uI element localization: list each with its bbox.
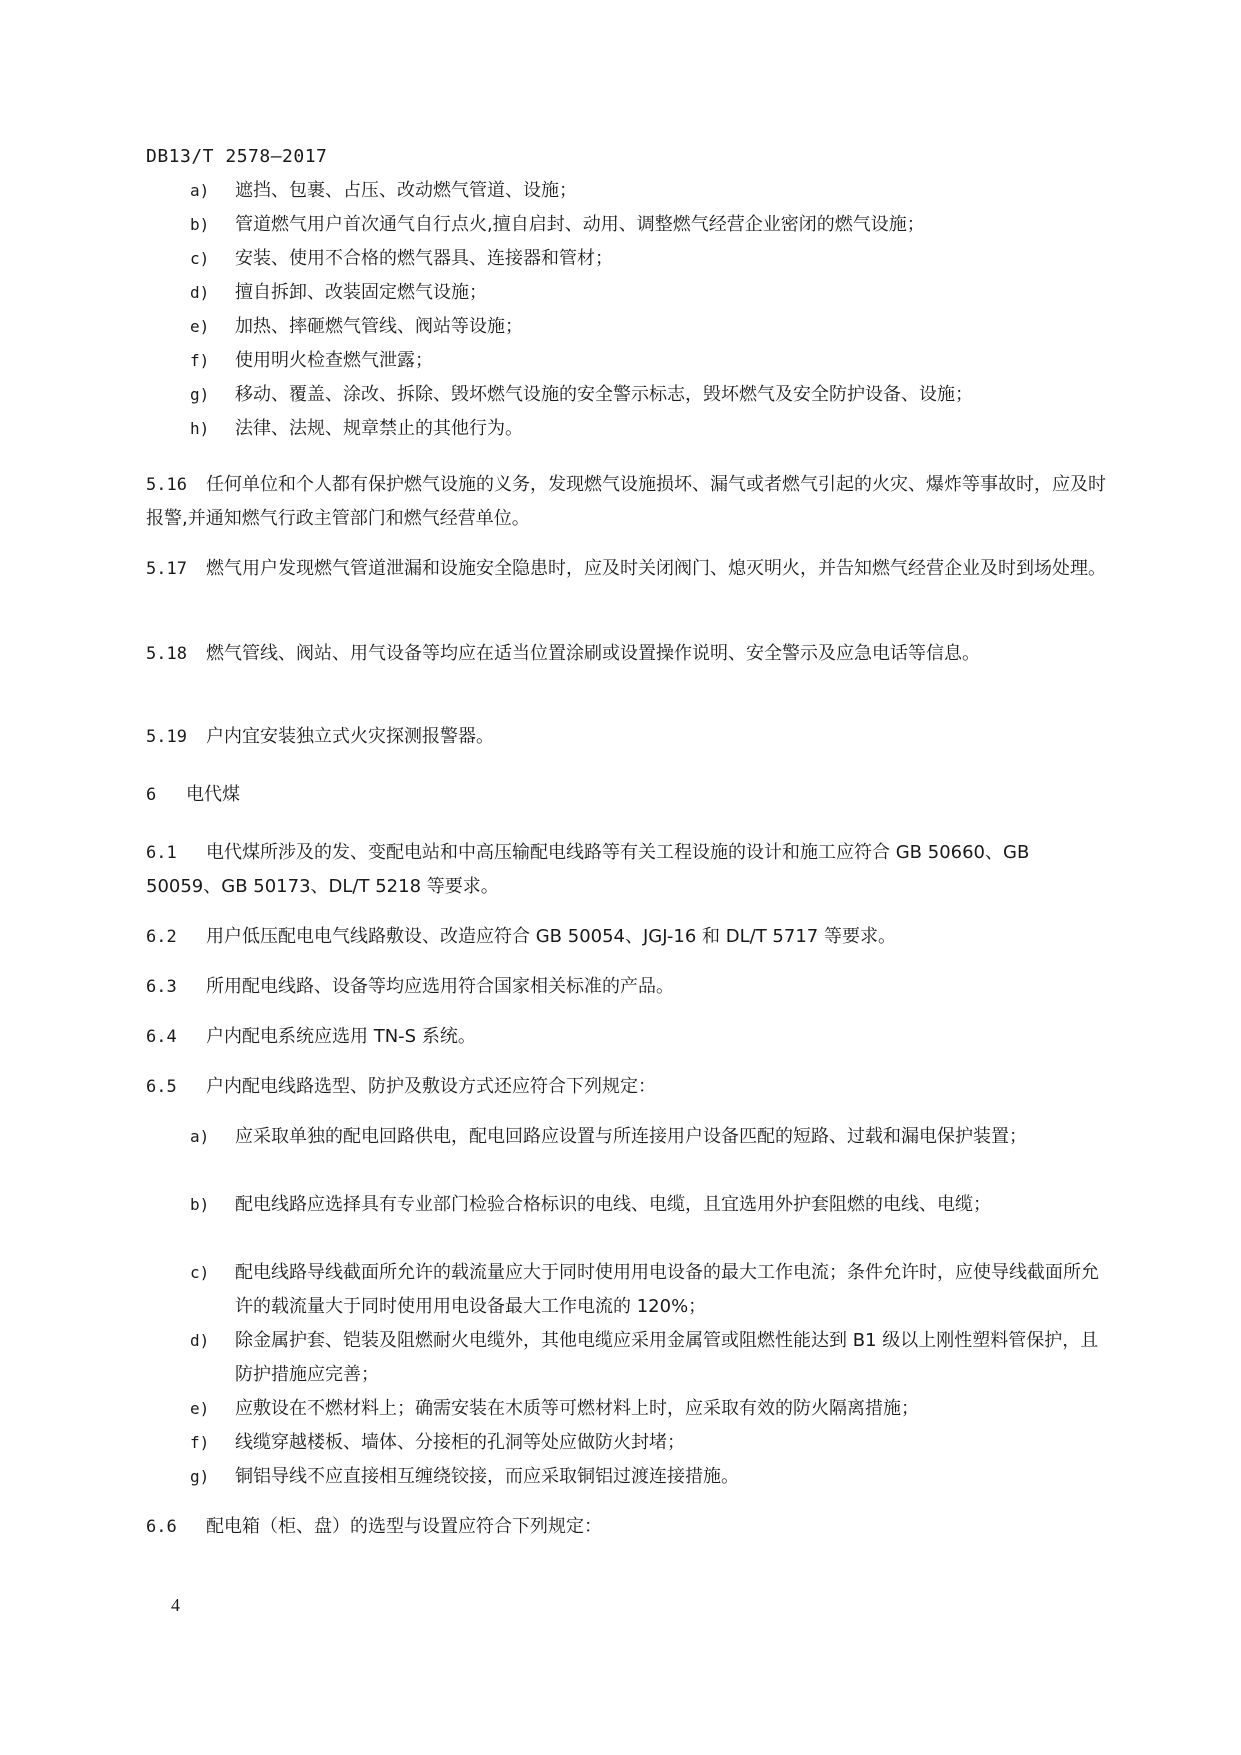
list-text: 法律、法规、规章禁止的其他行为。 xyxy=(235,418,523,439)
clause-text: 所用配电线路、设备等均应选用符合国家相关标准的产品。 xyxy=(206,976,674,997)
list-text: 使用明火检查燃气泄露； xyxy=(235,350,433,371)
list-text: 配电线路导线截面所允许的载流量应大于同时使用用电设备的最大工作电流；条件允许时，应使导线截面所允许的载流量大于同时使用用电设备最大工作电流的 120%； xyxy=(235,1262,1099,1317)
list-item xyxy=(190,1256,1110,1324)
page-number: 4 xyxy=(171,1595,180,1615)
list-item xyxy=(190,378,1110,412)
clause xyxy=(146,1070,1106,1104)
list-text: 遮挡、包裹、占压、改动燃气管道、设施； xyxy=(235,180,577,201)
list-item xyxy=(190,412,1110,446)
clause-text: 户内配电线路选型、防护及敷设方式还应符合下列规定： xyxy=(206,1076,656,1097)
clause-text: 任何单位和个人都有保护燃气设施的义务，发现燃气设施损坏、漏气或者燃气引起的火灾、爆炸等事故时，应及时报警,并通知燃气行政主管部门和燃气经营单位。 xyxy=(146,474,1106,529)
list-label: c) xyxy=(190,249,210,268)
clause xyxy=(146,1510,1106,1544)
list-text: 线缆穿越楼板、墙体、分接柜的孔洞等处应做防火封堵； xyxy=(235,1432,685,1453)
section-heading xyxy=(146,778,240,812)
list-item xyxy=(190,174,1110,208)
clause-text: 户内宜安装独立式火灾探测报警器。 xyxy=(206,726,494,747)
list-text: 应敷设在不燃材料上；确需安装在木质等可燃材料上时，应采取有效的防火隔离措施； xyxy=(235,1398,919,1419)
list-item xyxy=(190,1460,1110,1494)
clause xyxy=(146,720,1106,754)
list-text: 应采取单独的配电回路供电，配电回路应设置与所连接用户设备匹配的短路、过载和漏电保护装置； xyxy=(235,1126,1027,1147)
list-text: 加热、摔砸燃气管线、阀站等设施； xyxy=(235,316,523,337)
clause-number: 6.6 xyxy=(146,1517,177,1537)
list-item xyxy=(190,344,1110,378)
list-text: 除金属护套、铠装及阻燃耐火电缆外，其他电缆应采用金属管或阻燃性能达到 B1 级以上刚性塑料管保护，且防护措施应完善； xyxy=(235,1330,1099,1385)
list-item xyxy=(190,242,1110,276)
clause xyxy=(146,468,1106,536)
clause-text: 户内配电系统应选用 TN-S 系统。 xyxy=(206,1026,476,1047)
list-label: f) xyxy=(190,1433,210,1452)
list-label: b) xyxy=(190,1195,210,1214)
list-item xyxy=(190,310,1110,344)
clause xyxy=(146,1020,1106,1054)
clause-number: 6.2 xyxy=(146,927,177,947)
clause xyxy=(146,552,1106,586)
list-text: 管道燃气用户首次通气自行点火,擅自启封、动用、调整燃气经营企业密闭的燃气设施； xyxy=(235,214,925,235)
list-item xyxy=(190,1392,1110,1426)
list-item xyxy=(190,208,1110,242)
clause-number: 5.17 xyxy=(146,559,187,579)
clause-text: 配电箱（柜、盘）的选型与设置应符合下列规定： xyxy=(206,1516,602,1537)
list-label: g) xyxy=(190,1467,210,1486)
clause xyxy=(146,637,1106,671)
list-label: h) xyxy=(190,419,210,438)
clause xyxy=(146,970,1106,1004)
list-text: 铜铝导线不应直接相互缠绕铰接，而应采取铜铝过渡连接措施。 xyxy=(235,1466,739,1487)
list-label: c) xyxy=(190,1263,210,1282)
list-text: 移动、覆盖、涂改、拆除、毁坏燃气设施的安全警示标志，毁坏燃气及安全防护设备、设施； xyxy=(235,384,973,405)
clause xyxy=(146,836,1106,904)
standard-code: DB13/T 2578—2017 xyxy=(146,146,328,167)
list-label: a) xyxy=(190,181,210,200)
list-label: b) xyxy=(190,215,210,234)
list-label: f) xyxy=(190,351,210,370)
list-label: e) xyxy=(190,1399,210,1418)
list-item xyxy=(190,1188,1110,1222)
clause-number: 6.1 xyxy=(146,843,177,863)
list-label: e) xyxy=(190,317,210,336)
list-text: 安装、使用不合格的燃气器具、连接器和管材； xyxy=(235,248,613,269)
list-label: d) xyxy=(190,283,210,302)
clause-number: 5.19 xyxy=(146,727,187,747)
clause-text: 燃气用户发现燃气管道泄漏和设施安全隐患时，应及时关闭阀门、熄灭明火，并告知燃气经营企业及时到场处理。 xyxy=(206,558,1106,579)
clause-number: 6.3 xyxy=(146,977,177,997)
list-item xyxy=(190,1120,1110,1154)
clause-number: 6.4 xyxy=(146,1027,177,1047)
list-label: a) xyxy=(190,1127,210,1146)
list-item xyxy=(190,1426,1110,1460)
clause-number: 5.18 xyxy=(146,644,187,664)
list-text: 擅自拆卸、改装固定燃气设施； xyxy=(235,282,487,303)
clause-text: 燃气管线、阀站、用气设备等均应在适当位置涂刷或设置操作说明、安全警示及应急电话等信息。 xyxy=(206,643,980,664)
clause-text: 电代煤所涉及的发、变配电站和中高压输配电线路等有关工程设施的设计和施工应符合 GB 50660、GB 50059、GB 50173、DL/T 5218 等要求。 xyxy=(146,842,1030,897)
clause-text: 用户低压配电电气线路敷设、改造应符合 GB 50054、JGJ-16 和 DL/T 5717 等要求。 xyxy=(206,926,896,947)
list-label: d) xyxy=(190,1331,210,1350)
clause-number: 5.16 xyxy=(146,475,187,495)
list-item xyxy=(190,276,1110,310)
clause-number: 6.5 xyxy=(146,1077,177,1097)
list-label: g) xyxy=(190,385,210,404)
list-item xyxy=(190,1324,1110,1392)
list-text: 配电线路应选择具有专业部门检验合格标识的电线、电缆，且宜选用外护套阻燃的电线、电缆； xyxy=(235,1194,991,1215)
section-number: 6 xyxy=(146,785,157,805)
section-title: 电代煤 xyxy=(186,784,240,805)
clause xyxy=(146,920,1106,954)
